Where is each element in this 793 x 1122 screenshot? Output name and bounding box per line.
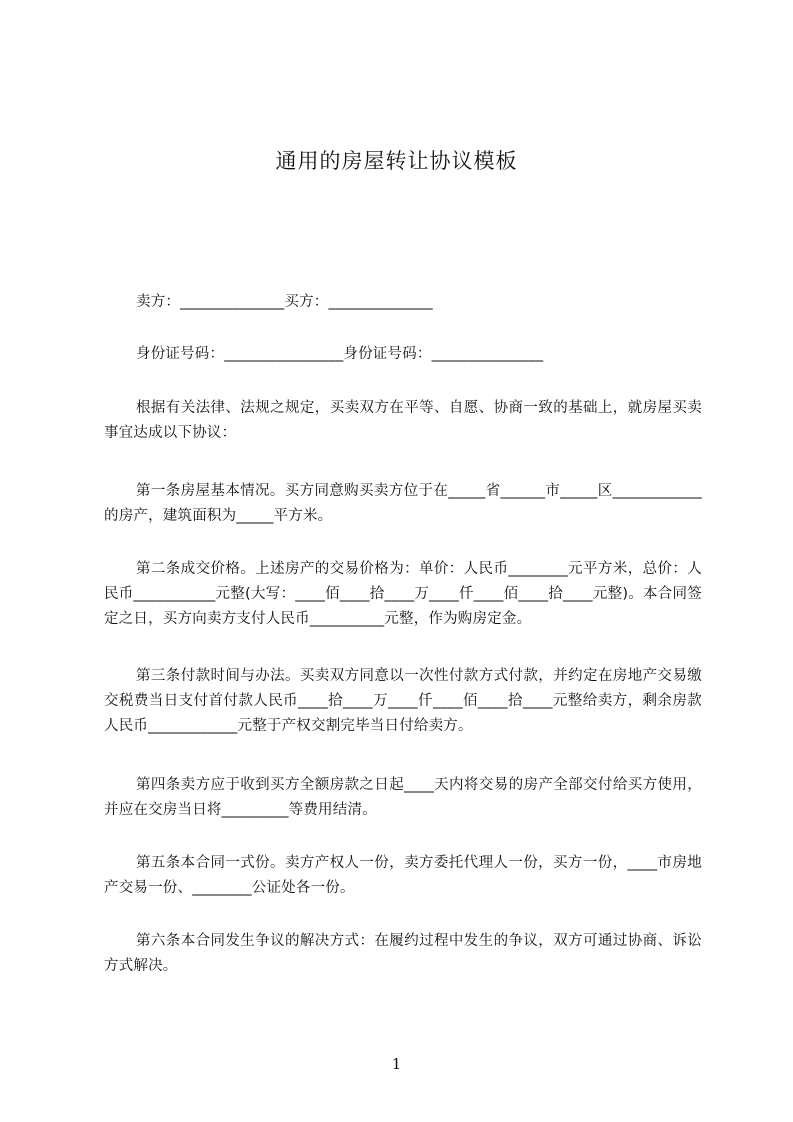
seller-buyer-line: 卖方：______________买方：______________	[136, 294, 433, 310]
clause-1-property-info: 第一条房屋基本情况。买方同意购买卖方位于在_____省______市_____区____________的房产，建筑面积为_____平方米。	[104, 483, 702, 524]
clause-4-delivery: 第四条卖方应于收到买方全额房款之日起____天内将交易的房产全部交付给买方使用，并应在交房当日将_________等费用结清。	[104, 777, 702, 818]
clause-6-dispute: 第六条本合同发生争议的解决方式：在履约过程中发生的争议，双方可通过协商、诉讼方式解决。	[104, 933, 702, 974]
document-title: 通用的房屋转让协议模板	[275, 149, 518, 173]
page-number: 1	[391, 1055, 402, 1073]
clause-5-copies: 第五条本合同一式份。卖方产权人一份，卖方委托代理人一份，买方一份，____市房地产交易一份、________公证处各一份。	[104, 855, 702, 896]
clause-2-price: 第二条成交价格。上述房产的交易价格为：单价：人民币________元平方米，总价：人民币___________元整(大写：____佰____拾____万____仟____佰____拾____元整)。本合同签定之日，买方向卖方支付人民币__________元整，作为购房定金。	[104, 561, 702, 627]
clause-3-payment: 第三条付款时间与办法。买卖双方同意以一次性付款方式付款，并约定在房地产交易缴交税费当日支付首付款人民币____拾____万____仟____佰____拾____元整给卖方，剩余房款人民币____________元整于产权交割完毕当日付给卖方。	[104, 668, 702, 734]
preamble-paragraph: 根据有关法律、法规之规定，买卖双方在平等、自愿、协商一致的基础上，就房屋买卖事宜达成以下协议：	[104, 400, 702, 441]
id-number-line: 身份证号码：________________身份证号码：_______________	[136, 346, 544, 362]
